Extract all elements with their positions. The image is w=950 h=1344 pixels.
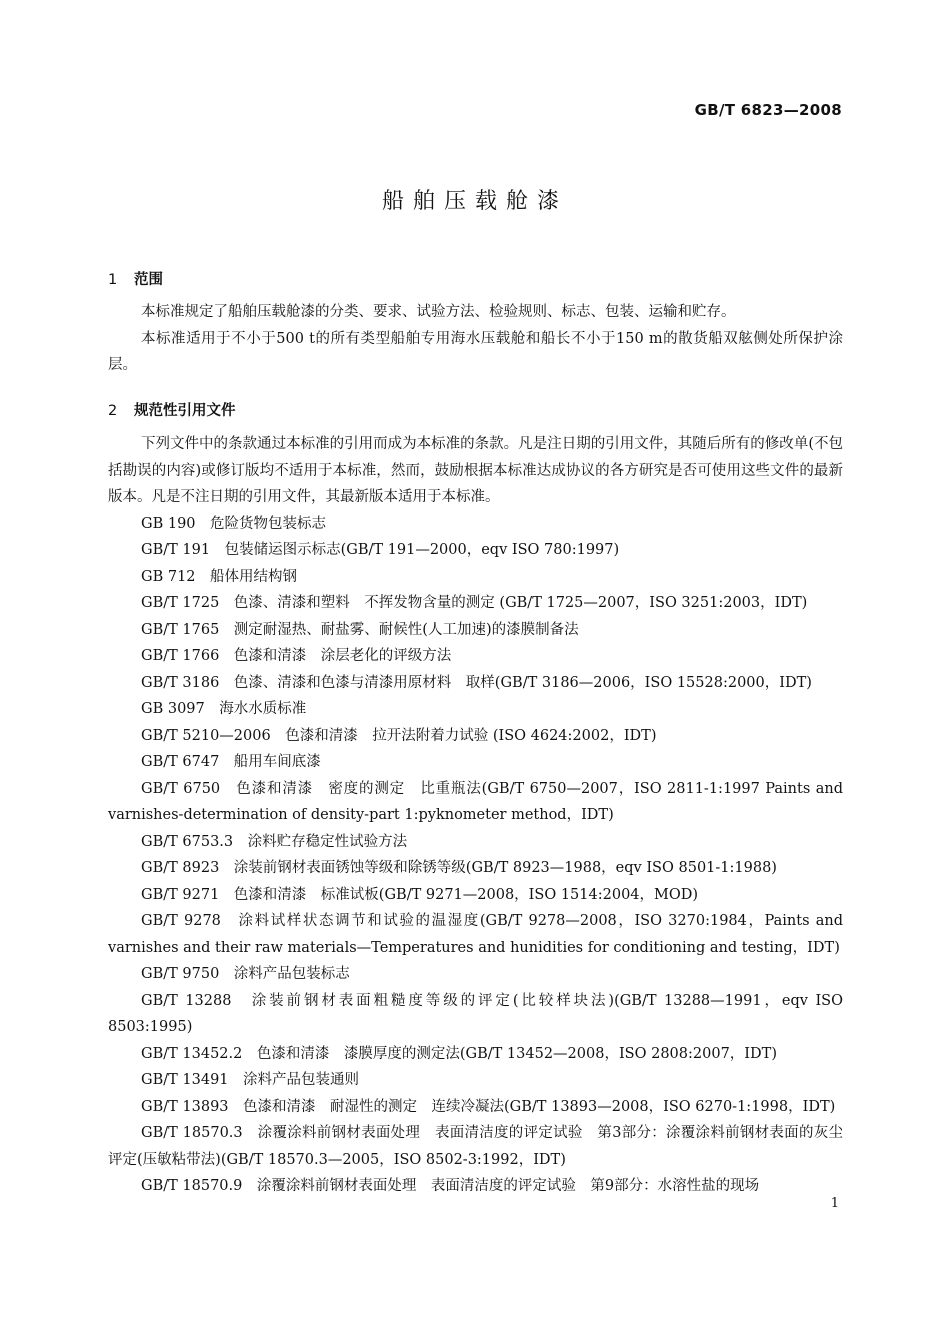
section-2-title: 规范性引用文件 [134, 403, 236, 419]
section-2-body [108, 431, 843, 1200]
section-1-body [108, 299, 843, 379]
section-1-number: 1 [108, 272, 118, 288]
section-1-paragraph: 本标准规定了船舶压载舱漆的分类、要求、试验方法、检验规则、标志、包装、运输和贮存。 [141, 304, 736, 320]
reference-item: GB 712 船体用结构钢 [141, 568, 298, 585]
section-2-heading [108, 399, 236, 420]
reference-item: GB/T 9278 涂料试样状态调节和试验的温湿度(GB/T 9278—2008，ISO 3270:1984，Paints and varnishes and their raw materials—Temperatures and hunidities for conditioning and testing，IDT) [108, 913, 843, 956]
reference-item: GB/T 13452.2 色漆和清漆 漆膜厚度的测定法(GB/T 13452—2008，ISO 2808:2007，IDT) [141, 1045, 777, 1062]
reference-item: GB/T 9750 涂料产品包装标志 [141, 966, 350, 982]
reference-item: GB/T 9271 色漆和清漆 标准试板(GB/T 9271—2008，ISO 1514:2004，MOD) [141, 886, 699, 903]
section-2-number: 2 [108, 403, 118, 419]
reference-item: GB/T 13893 色漆和清漆 耐湿性的测定 连续冷凝法(GB/T 13893—2008，ISO 6270-1:1998，IDT) [141, 1098, 836, 1115]
reference-item: GB/T 6750 色漆和清漆 密度的测定 比重瓶法(GB/T 6750—2007，ISO 2811-1:1997 Paints and varnishes-determination of density-part 1:pyknometer method，IDT) [108, 780, 843, 823]
section-2-intro: 下列文件中的条款通过本标准的引用而成为本标准的条款。凡是注日期的引用文件，其随后所有的修改单(不包括勘误的内容)或修订版均不适用于本标准，然而，鼓励根据本标准达成协议的各方研究是否可使用这些文件的最新版本。凡是不注日期的引用文件，其最新版本适用于本标准。 [108, 436, 843, 505]
reference-item: GB/T 1725 色漆、清漆和塑料 不挥发物含量的测定 (GB/T 1725—2007，ISO 3251:2003，IDT) [141, 595, 808, 611]
reference-item: GB/T 3186 色漆、清漆和色漆与清漆用原材料 取样(GB/T 3186—2006，ISO 15528:2000，IDT) [141, 674, 812, 691]
section-1-heading [108, 268, 163, 289]
reference-item: GB/T 18570.9 涂覆涂料前钢材表面处理 表面清洁度的评定试验 第9部分：水溶性盐的现场 [141, 1178, 760, 1194]
section-1-title: 范围 [134, 272, 163, 288]
reference-item: GB/T 5210—2006 色漆和清漆 拉开法附着力试验 (ISO 4624:2002，IDT) [141, 727, 657, 744]
reference-item: GB/T 18570.3 涂覆涂料前钢材表面处理 表面清洁度的评定试验 第3部分：涂覆涂料前钢材表面的灰尘评定(压敏粘带法)(GB/T 18570.3—2005，ISO 8502-3:1992，IDT) [108, 1125, 843, 1168]
reference-item: GB 190 危险货物包装标志 [141, 515, 327, 532]
reference-item: GB/T 6747 船用车间底漆 [141, 754, 321, 770]
standard-code: GB/T 6823—2008 [694, 101, 842, 119]
reference-item: GB/T 6753.3 涂料贮存稳定性试验方法 [141, 833, 408, 850]
reference-item: GB/T 191 包装储运图示标志(GB/T 191—2000，eqv ISO 780:1997) [141, 542, 620, 558]
reference-item: GB/T 13491 涂料产品包装通则 [141, 1072, 360, 1088]
reference-item: GB/T 1766 色漆和清漆 涂层老化的评级方法 [141, 648, 452, 664]
document-title: 船舶压载舱漆 [381, 189, 568, 214]
reference-item: GB 3097 海水水质标准 [141, 701, 307, 717]
reference-item: GB/T 1765 测定耐湿热、耐盐雾、耐候性(人工加速)的漆膜制备法 [141, 621, 579, 638]
page-number: 1 [830, 1196, 839, 1211]
reference-item: GB/T 8923 涂装前钢材表面锈蚀等级和除锈等级(GB/T 8923—1988，eqv ISO 8501-1:1988) [141, 860, 777, 876]
section-1-paragraph: 本标准适用于不小于500 t的所有类型船舶专用海水压载舱和船长不小于150 m的散货船双舷侧处所保护涂层。 [108, 330, 843, 373]
reference-item: GB/T 13288 涂装前钢材表面粗糙度等级的评定(比较样块法)(GB/T 13288—1991，eqv ISO 8503:1995) [108, 992, 843, 1035]
